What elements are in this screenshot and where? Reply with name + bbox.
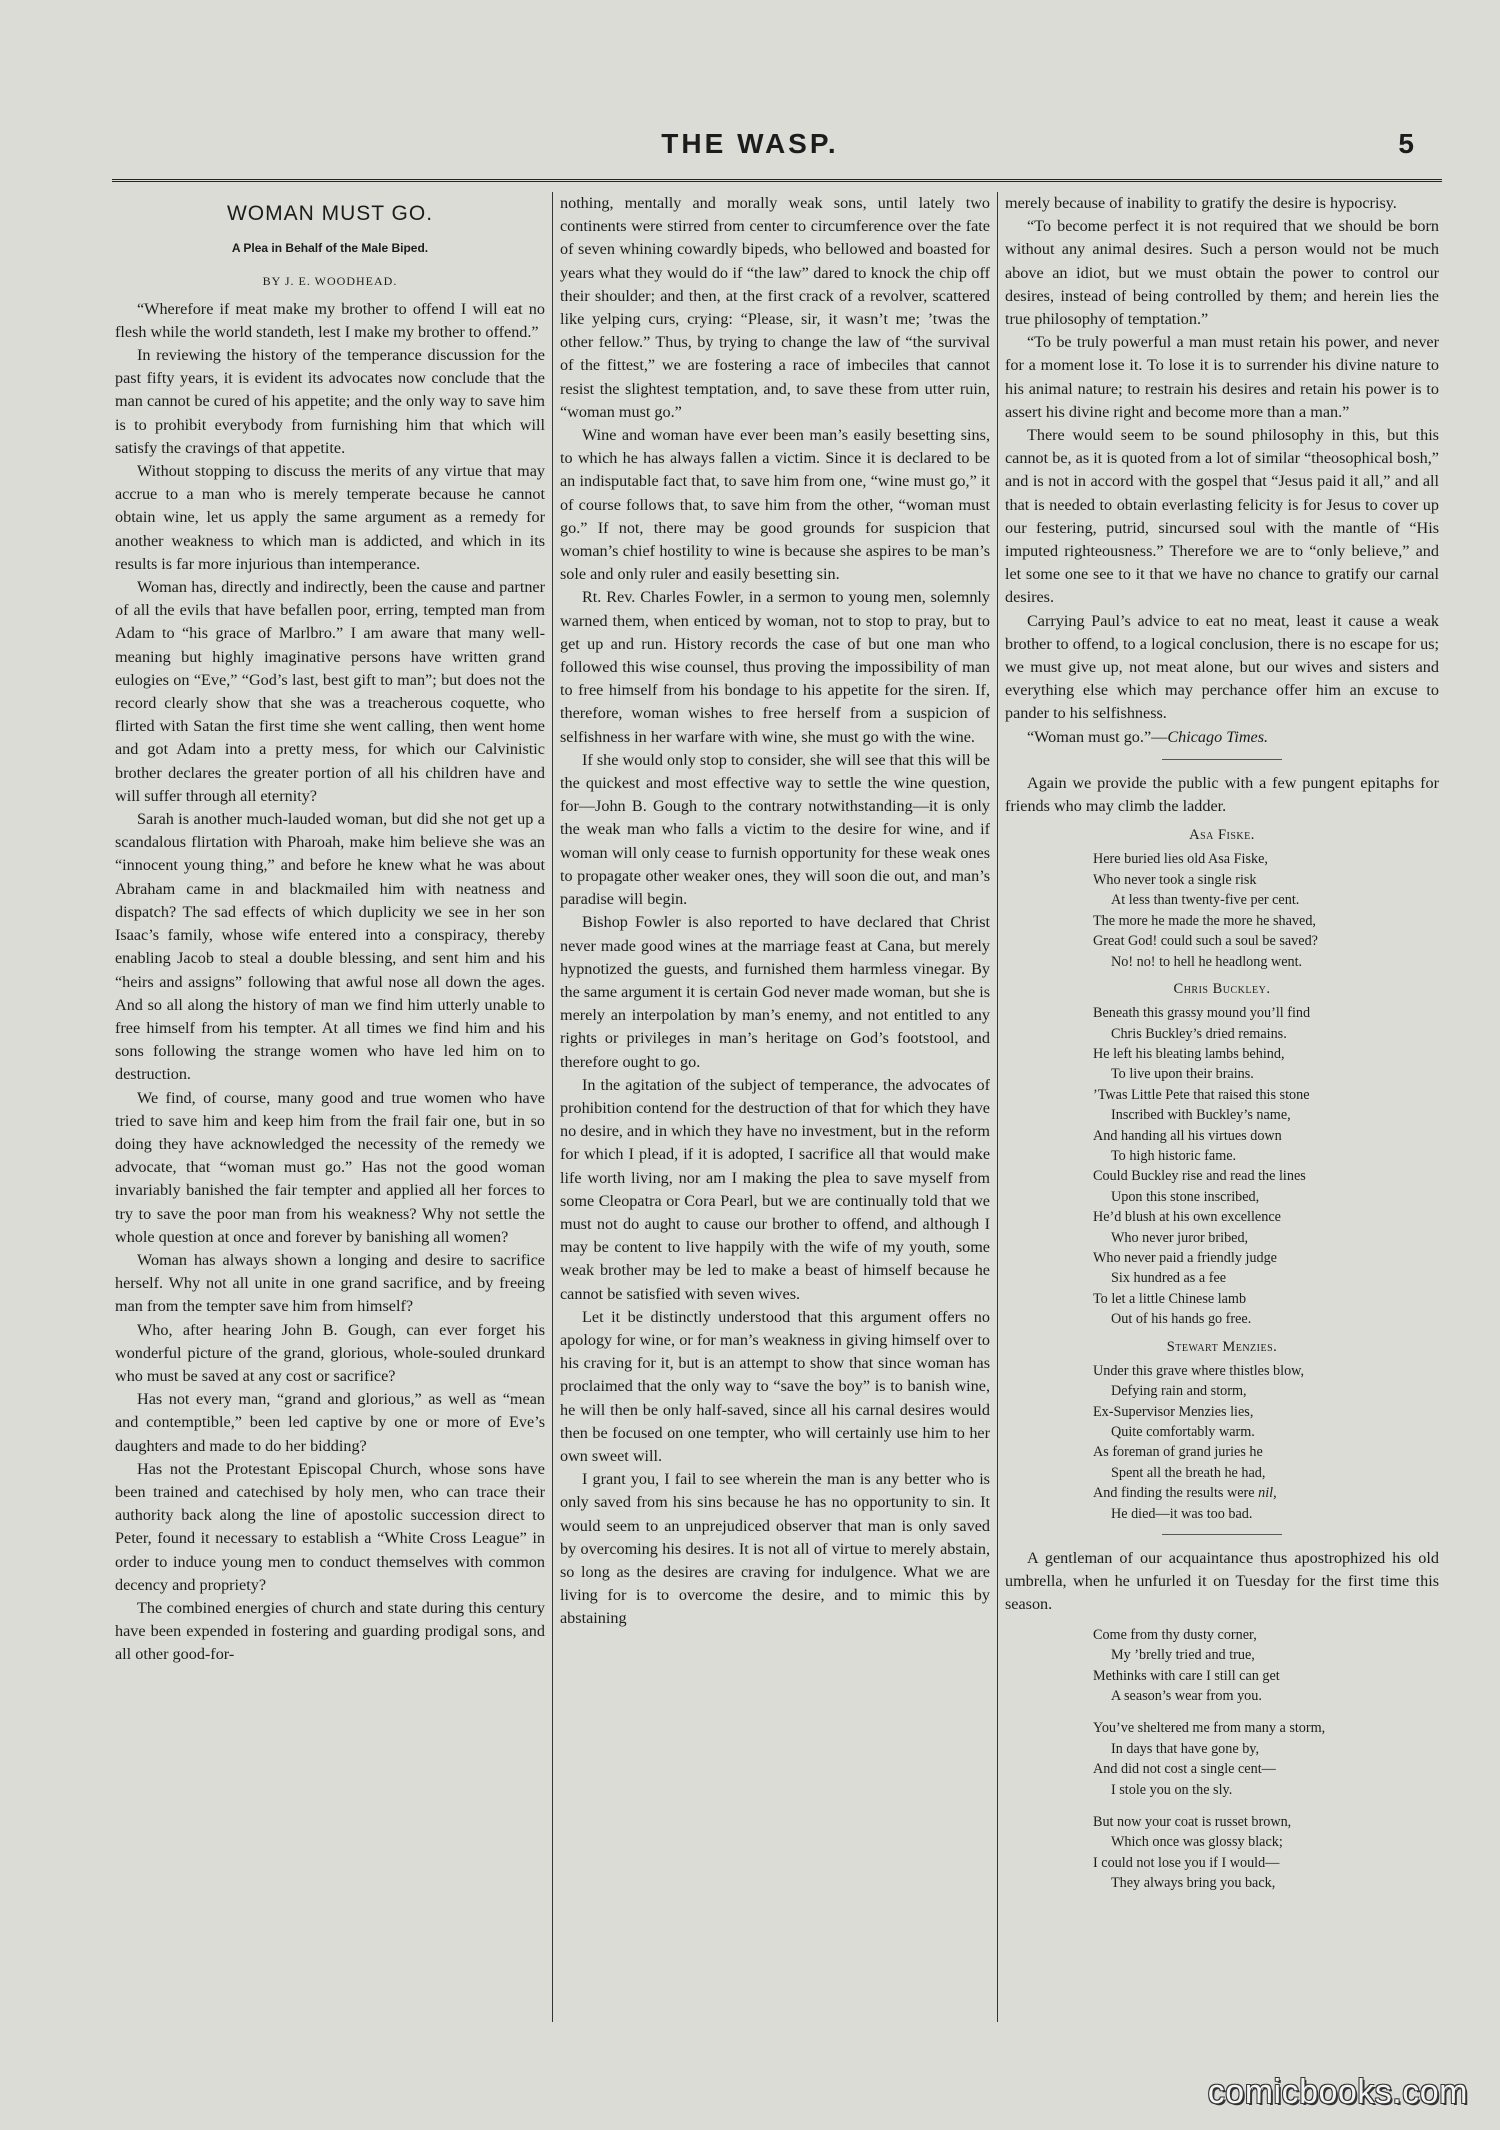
- paragraph: Rt. Rev. Charles Fowler, in a sermon to young men, solemnly warned them, when enticed by woman, not to stop to pray, but to get up and run. History records the case of but one man who followed this wise counsel, thus proving the impossibility of man to free himself from his bondage to his appetite for the siren. If, therefore, woman wishes to free herself from a suspicion of selfishness in her warfare with wine, she must go with the wine.: [560, 588, 990, 746]
- poem-line: Who never paid a friendly judge: [1093, 1250, 1277, 1266]
- umbrella-poem: [1093, 1625, 1439, 1894]
- poem-line: And handing all his virtues down: [1093, 1127, 1282, 1144]
- closing-quote: “Woman must go.”—: [1027, 727, 1168, 746]
- epitaphs-intro: Again we provide the public with a few pungent epitaphs for friends who may climb the ladder.: [1005, 773, 1439, 816]
- poem-line: At less than twenty-five per cent.: [1111, 892, 1300, 909]
- epitaph-poem: [1093, 849, 1439, 971]
- masthead: [0, 128, 1500, 168]
- epitaph-poem: [1093, 1361, 1439, 1524]
- paragraph: The combined energies of church and state during this century have been expended in fostering and guarding prodigal sons, and all other good-for-: [115, 1598, 545, 1664]
- poem-line: No! no! to hell he headlong went.: [1111, 953, 1303, 970]
- poem-line: My ’brelly tried and true,: [1111, 1647, 1255, 1664]
- poem-line: Who never juror bribed,: [1111, 1229, 1249, 1246]
- poem-line: As foreman of grand juries he: [1093, 1444, 1263, 1461]
- paragraph: We find, of course, many good and true women who have tried to save him and keep him from the frail fair one, but in so doing they have acknowledged the necessity of the remedy we advocate, that “woman must go.” Has not the good woman invariably banished the fair tempter and applied all her forces to try to save the poor man from his weakness? Why not settle the whole question at once and forever by banishing all women?: [115, 1088, 545, 1246]
- paragraph: Woman has, directly and indirectly, been the cause and partner of all the evils that have befallen poor, erring, tempted man from Adam to “his grace of Marlbro.” I am aware that many well-meaning but highly imaginative persons have written grand eulogies on “Eve,” “God’s last, best gift to man”; but does not the record clearly show that she was a treacherous coquette, who flirted with Satan the first time she went calling, then went home and got Adam into a pretty mess, for which our Calvinistic brother declares the greater portion of all his children have and will suffer through all eternity?: [115, 578, 545, 805]
- epitaph-heading: Stewart Menzies.: [1166, 1338, 1278, 1355]
- poem-line: To high historic fame.: [1111, 1147, 1237, 1164]
- poem-line: Spent all the breath he had,: [1111, 1464, 1266, 1481]
- poem-line: They always bring you back,: [1111, 1875, 1276, 1892]
- poem-line: ’Twas Little Pete that raised this stone: [1093, 1086, 1310, 1103]
- paragraph: Wine and woman have ever been man’s easily besetting sins, to which he has always fallen a victim. Since it is declared to be an indisputable fact that, to save him from one, “wine must go,” it of course follows that, to save him from the other, “woman must go.” If not, there may be good grounds for suspicion that woman’s chief hostility to wine is because she aspires to be man’s sole and only ruler and easily besetting sin.: [560, 426, 990, 584]
- epitaph-heading: Chris Buckley.: [1173, 980, 1271, 997]
- poem-line: I stole you on the sly.: [1111, 1781, 1233, 1798]
- paragraph: Has not the Protestant Episcopal Church, whose sons have been trained and catechised by holy men, who can trace their authority back along the line of apostolic succession direct to Peter, found it necessary to establish a “White Cross League” in order to induce young men to conduct themselves with common decency and propriety?: [115, 1459, 545, 1594]
- poem-line: Who never took a single risk: [1093, 871, 1257, 888]
- article-attribution: [1005, 726, 1439, 749]
- poem-line: Quite comfortably warm.: [1111, 1424, 1255, 1441]
- column-1: [115, 192, 545, 1667]
- source-name: Chicago Times.: [1167, 727, 1269, 746]
- paragraph: Sarah is another much-lauded woman, but did she not get up a scandalous flirtation with Pharoah, make him believe she was an “innocent young thing,” and before he knew what he was about Abraham came in and blackmailed him with neatness and dispatch? The sad effects of which duplicity we see in her son Isaac’s family, whose wife entered into a conspiracy, thereby enabling Jacob to steal a double blessing, and sent him and his “heirs and assigns” following that awful nose all down the ages. And so all along the history of man we find him utterly unable to free himself from his tempter. At all times we find him and his sons following the strange women who have led him on to destruction.: [115, 810, 545, 1084]
- column-divider-2: [997, 192, 998, 2022]
- paragraph: merely because of inability to gratify the desire is hypocrisy.: [1005, 194, 1397, 212]
- poem-line: [1093, 1483, 1439, 1503]
- paragraph: If she would only stop to consider, she will see that this will be the quickest and most effective way to settle the wine question, for—John B. Gough to the contrary notwithstanding—it is only the weak man who falls a victim to the desire for wine, and if woman will only cease to furnish opportunity for these weak ones to propagate other weaker ones, they will soon die out, and man’s paradise will begin.: [560, 750, 990, 909]
- poem-line: Which once was glossy black;: [1111, 1834, 1283, 1851]
- column-divider-1: [552, 192, 553, 2022]
- publication-title: THE WASP.: [661, 128, 839, 159]
- paragraph: In reviewing the history of the temperance discussion for the past fifty years, it is evident its advocates now conclude that the man cannot be cured of his appetite; and the only way to save him is to prohibit everybody from furnishing him that which will satisfy the cravings of that appetite.: [115, 346, 545, 457]
- poem-line: He’d blush at his own excellence: [1093, 1209, 1281, 1226]
- column-2: [560, 192, 990, 1631]
- poem-stanza: [1093, 1812, 1439, 1894]
- poem-line: Upon this stone inscribed,: [1111, 1188, 1260, 1205]
- poem-line: Out of his hands go free.: [1111, 1311, 1252, 1328]
- poem-line: Ex-Supervisor Menzies lies,: [1093, 1403, 1254, 1420]
- column-3: [1005, 192, 1439, 1906]
- poem-line: The more he made the more he shaved,: [1093, 912, 1316, 929]
- poem-line: To let a little Chinese lamb: [1093, 1290, 1247, 1307]
- poem-line: Come from thy dusty corner,: [1093, 1626, 1257, 1643]
- poem-line: To live upon their brains.: [1111, 1066, 1254, 1083]
- poem-line: But now your coat is russet brown,: [1093, 1813, 1292, 1830]
- poem-line: Could Buckley rise and read the lines: [1093, 1168, 1306, 1185]
- page-number: 5: [1398, 128, 1414, 159]
- paragraph: Has not every man, “grand and glorious,” as well as “mean and contemptible,” been led captive by one or more of Eve’s daughters and made to do her bidding?: [115, 1390, 545, 1455]
- article-byline: BY J. E. WOODHEAD.: [262, 274, 398, 289]
- poem-line: Methinks with care I still can get: [1093, 1667, 1280, 1684]
- paragraph: There would seem to be sound philosophy in this, but this cannot be, as it is quoted from a lot of similar “theosophical bosh,” and is not in accord with the gospel that “Jesus paid it all,” and all that is needed to obtain everlasting felicity is for Jesus to cover up our festering, putrid, sincursed soul with the mantle of “His imputed righteousness.” Therefore we are to “only believe,” and let some one see to it that we have no chance to gratify our carnal desires.: [1005, 426, 1439, 607]
- paragraph: In the agitation of the subject of temperance, the advocates of prohibition contend for the destruction of that for which they have no desire, and in which they have no investment, but in the reform for which I plead, if it is adopted, I sacrifice all that would make life worth living, nor am I making the plea to save myself from some Cleopatra or Cora Pearl, but we are continually told that we must not do aught to cause our brother to offend, and although I may be content to live happily with the wife of my youth, some weak brother may be led to make a beast of himself because he cannot be satisfied with seven wives.: [560, 1075, 990, 1303]
- epitaph-heading: Asa Fiske.: [1189, 827, 1255, 844]
- paragraph: Woman has always shown a longing and desire to sacrifice herself. Why not all unite in one grand sacrifice, and by freeing man from the tempter save him from himself?: [115, 1250, 545, 1316]
- poem-line: Beneath this grassy mound you’ll find: [1093, 1005, 1311, 1022]
- paragraph: “Wherefore if meat make my brother to offend I will eat no flesh while the world standeth, lest I make my brother to offend.”: [115, 299, 545, 341]
- poem-line: A season’s wear from you.: [1111, 1687, 1262, 1704]
- poem-line: He died—it was too bad.: [1111, 1505, 1253, 1522]
- poem-line: He left his bleating lambs behind,: [1093, 1045, 1285, 1062]
- poem-line: Defying rain and storm,: [1111, 1383, 1247, 1400]
- article-subtitle: A Plea in Behalf of the Male Biped.: [231, 241, 429, 256]
- paragraph: “To be truly powerful a man must retain his power, and never for a moment lose it. To lose it is to surrender his divine nature to his animal nature; to restrain his desires and retain his power is to assert his divine right and become more than a man.”: [1005, 333, 1439, 421]
- poem-line: Under this grave where thistles blow,: [1093, 1362, 1305, 1379]
- poem-line: I could not lose you if I would—: [1093, 1854, 1280, 1871]
- poem-line: And did not cost a single cent—: [1093, 1761, 1276, 1778]
- italic-word: nil,: [1258, 1485, 1277, 1502]
- paragraph: Bishop Fowler is also reported to have declared that Christ never made good wines at the marriage feast at Cana, but merely hypnotized the guests, and furnished them harmless vinegar. By the same argument it is certain God never made woman, but she is merely an interpolation by man’s enemy, and not entitled to any rights or privileges in man’s heritage on God’s footstool, and therefore ought to go.: [560, 913, 990, 1071]
- poem-line: Inscribed with Buckley’s name,: [1111, 1107, 1291, 1124]
- poem-line: Here buried lies old Asa Fiske,: [1093, 851, 1268, 868]
- poem-stanza: [1093, 1718, 1439, 1800]
- paragraph: Without stopping to discuss the merits of any virtue that may accrue to a man who is merely temperate because he cannot obtain wine, let us apply the same argument as a remedy for another weakness to which man is addicted, and which in its results is far more injurious than intemperance.: [115, 462, 545, 573]
- header-rule: [112, 179, 1442, 182]
- poem-line: Great God! could such a soul be saved?: [1093, 933, 1318, 950]
- poem-stanza: [1093, 1625, 1439, 1707]
- paragraph: “To become perfect it is not required that we should be born without any animal desires. Such a person would not be much above an idiot, but we must obtain the power to control our desires, instead of being controlled by them; and herein lies the true philosophy of temptation.”: [1005, 217, 1439, 329]
- section-separator: [1162, 759, 1282, 760]
- paragraph: Carrying Paul’s advice to eat no meat, least it cause a weak brother to offend, to a logical conclusion, there is no escape for us; we must give up, not meat alone, but our wives and sisters and everything else which may perchance offer him an excuse to pander to his selfishness.: [1005, 611, 1439, 723]
- paragraph: Who, after hearing John B. Gough, can ever forget his wonderful picture of the grand, glorious, whole-souled drunkard who must be saved at any cost or sacrifice?: [115, 1320, 545, 1385]
- section-separator: [1162, 1534, 1282, 1535]
- poem-line: You’ve sheltered me from many a storm,: [1093, 1720, 1326, 1737]
- paragraph: nothing, mentally and morally weak sons, until lately two continents were stirred from center to circumference over the fate of seven whining cowardly bipeds, who bellowed and boasted for years what they would do if “the law” dared to knock the chip off their shoulder; and then, at the first crack of a revolver, scattered like yelping curs, crying: “Please, sir, it wasn’t me; ’twas the other fellow.” Thus, by trying to change the law of “the survival of the fittest,” we are fostering a race of imbeciles that cannot resist the slightest temptation, and, to save these from utter ruin, “woman must go.”: [560, 194, 990, 421]
- epitaph-poem: [1093, 1003, 1439, 1330]
- umbrella-intro: A gentleman of our acquaintance thus apostrophized his old umbrella, when he unfurled it on Tuesday for the first time this season.: [1005, 1549, 1439, 1614]
- poem-line: Six hundred as a fee: [1111, 1270, 1227, 1287]
- poem-line-text: And finding the results were: [1093, 1485, 1255, 1502]
- poem-line: In days that have gone by,: [1111, 1740, 1260, 1757]
- paragraph: Let it be distinctly understood that this argument offers no apology for wine, or for man’s weakness in giving himself over to his craving for it, but is an attempt to show that since woman has proclaimed that the only way to “save the boy” is to banish wine, he will then be only half-saved, since all his carnal desires would then be focused on one tempter, who will certainly use him to her own sweet will.: [560, 1307, 990, 1465]
- poem-line: Chris Buckley’s dried remains.: [1111, 1025, 1287, 1042]
- article-title: WOMAN MUST GO.: [226, 202, 434, 225]
- site-watermark: comicbooks.com: [1207, 2073, 1468, 2111]
- paragraph: I grant you, I fail to see wherein the man is any better who is only saved from his sins because he has no opportunity to sin. It would seem to an unprejudiced observer that man is only saved by overcoming his desires. It is not all of virtue to merely abstain, so long as the desires are craving for indulgence. What we are living for is to overcome the desire, and to mimic this by abstaining: [560, 1470, 990, 1628]
